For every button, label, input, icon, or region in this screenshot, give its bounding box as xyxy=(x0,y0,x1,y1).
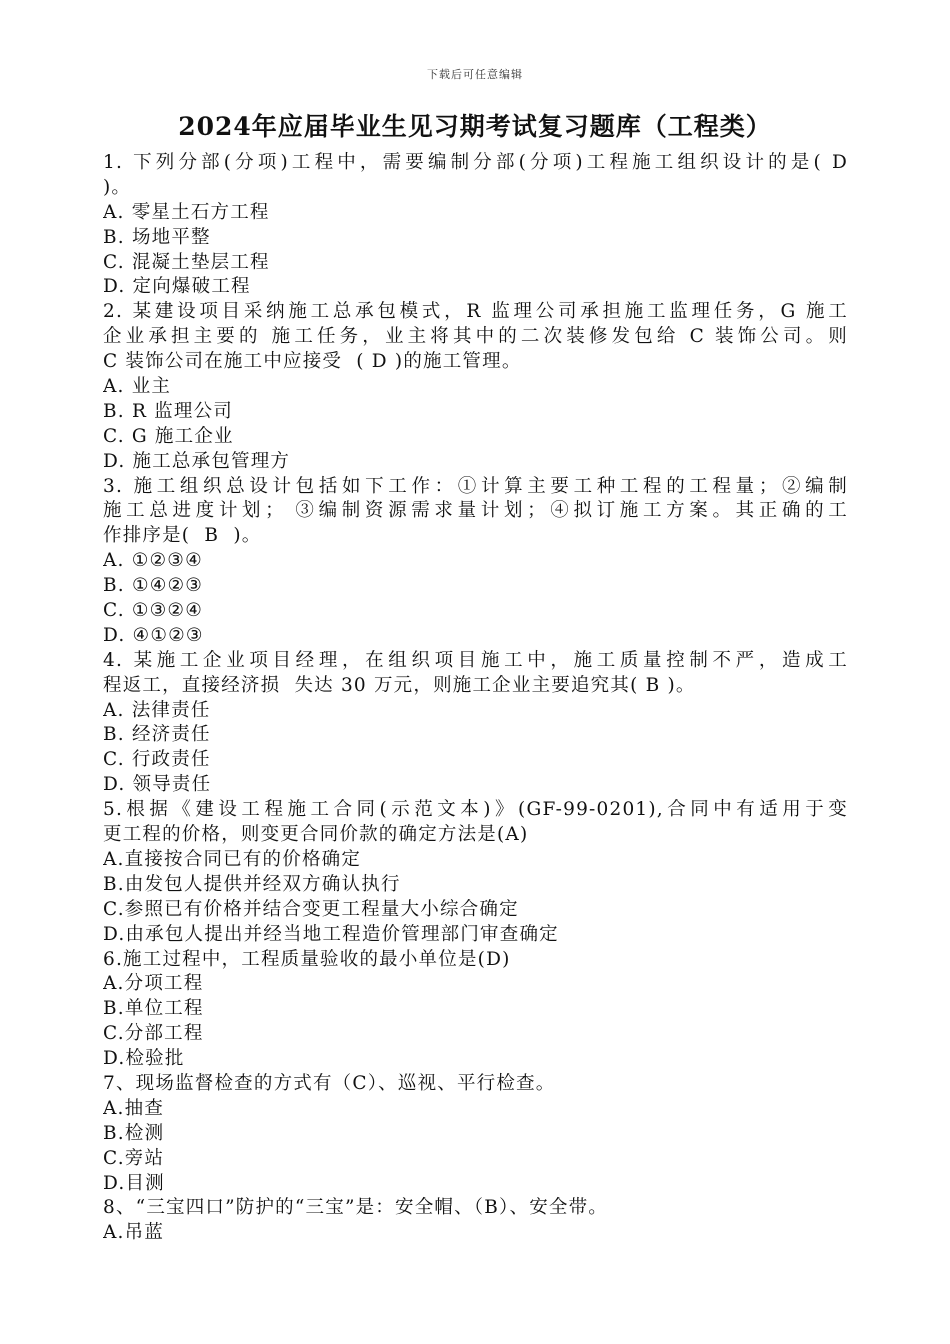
text-line: D. 定向爆破工程 xyxy=(103,276,251,298)
question-list xyxy=(103,151,848,1246)
text-line: D. 领导责任 xyxy=(103,774,212,796)
text-line: A. 法律责任 xyxy=(103,699,211,721)
text-line: 7、现场监督检查的方式有（C）、巡视、平行检查。 xyxy=(103,1072,556,1094)
text-line: 1. 下列分部(分项)工程中，需要编制分部(分项)工程施工组织设计的是( D xyxy=(103,152,848,173)
text-line: A. ①②③④ xyxy=(103,550,203,572)
text-line: B. R 监理公司 xyxy=(103,400,233,422)
header-note: 下载后可任意编辑 xyxy=(427,68,523,81)
text-line: 8、“三宝四口”防护的“三宝”是：安全帽、（B）、安全带。 xyxy=(103,1197,608,1219)
text-line: D.由承包人提出并经当地工程造价管理部门审查确定 xyxy=(103,923,559,945)
text-line: B. ①④②③ xyxy=(103,575,204,597)
text-line: 6.施工过程中，工程质量验收的最小单位是(D) xyxy=(103,948,511,970)
text-line: D. ④①②③ xyxy=(103,624,204,646)
document-title: 2024年应届毕业生见习期考试复习题库（工程类） xyxy=(178,112,772,141)
text-line: 5.根据《建设工程施工合同(示范文本)》(GF-99-0201),合同中有适用于变 xyxy=(103,799,848,821)
text-line: A.吊蓝 xyxy=(103,1222,165,1244)
text-line: )。 xyxy=(103,176,132,198)
text-line: 3. 施工组织总设计包括如下工作：①计算主要工种工程的工程量；②编制 xyxy=(103,475,848,497)
text-line: C.旁站 xyxy=(103,1147,165,1169)
text-line: 企业承担主要的 施工任务，业主将其中的二次装修发包给 C 装饰公司。则 xyxy=(103,326,848,348)
text-line: C. ①③②④ xyxy=(103,600,203,622)
text-line: D.检验批 xyxy=(103,1048,185,1070)
text-line: 施工总进度计划； ③编制资源需求量计划；④拟订施工方案。其正确的工 xyxy=(103,500,848,522)
text-line: C. 混凝土垫层工程 xyxy=(103,251,270,273)
text-line: A. 零星土石方工程 xyxy=(103,201,270,223)
text-line: B. 场地平整 xyxy=(103,226,211,248)
text-line: B. 经济责任 xyxy=(103,724,211,746)
text-line: 作排序是( B )。 xyxy=(103,525,262,547)
text-line: A.直接按合同已有的价格确定 xyxy=(103,848,362,870)
text-line: A. 业主 xyxy=(103,376,172,398)
text-line: A.分项工程 xyxy=(103,973,204,995)
text-line: 2. 某建设项目采纳施工总承包模式，R 监理公司承担施工监理任务，G 施工 xyxy=(103,301,848,323)
text-line: C. G 施工企业 xyxy=(103,425,234,447)
text-line: C.参照已有价格并结合变更工程量大小综合确定 xyxy=(103,898,519,920)
text-line: D.目测 xyxy=(103,1172,165,1194)
text-line: 4. 某施工企业项目经理，在组织项目施工中，施工质量控制不严，造成工 xyxy=(103,649,848,671)
text-line: C. 行政责任 xyxy=(103,749,211,771)
text-line: C 装饰公司在施工中应接受 ( D )的施工管理。 xyxy=(103,351,522,373)
text-line: 程返工，直接经济损 失达 30 万元，则施工企业主要追究其( B )。 xyxy=(103,674,696,696)
text-line: B.检测 xyxy=(103,1122,165,1144)
text-line: 更工程的价格，则变更合同价款的确定方法是(A) xyxy=(103,824,529,846)
text-line: D. 施工总承包管理方 xyxy=(103,450,291,472)
text-line: A.抽查 xyxy=(103,1097,165,1119)
text-line: B.由发包人提供并经双方确认执行 xyxy=(103,873,401,895)
text-line: B.单位工程 xyxy=(103,998,204,1020)
text-line: C.分部工程 xyxy=(103,1023,204,1045)
